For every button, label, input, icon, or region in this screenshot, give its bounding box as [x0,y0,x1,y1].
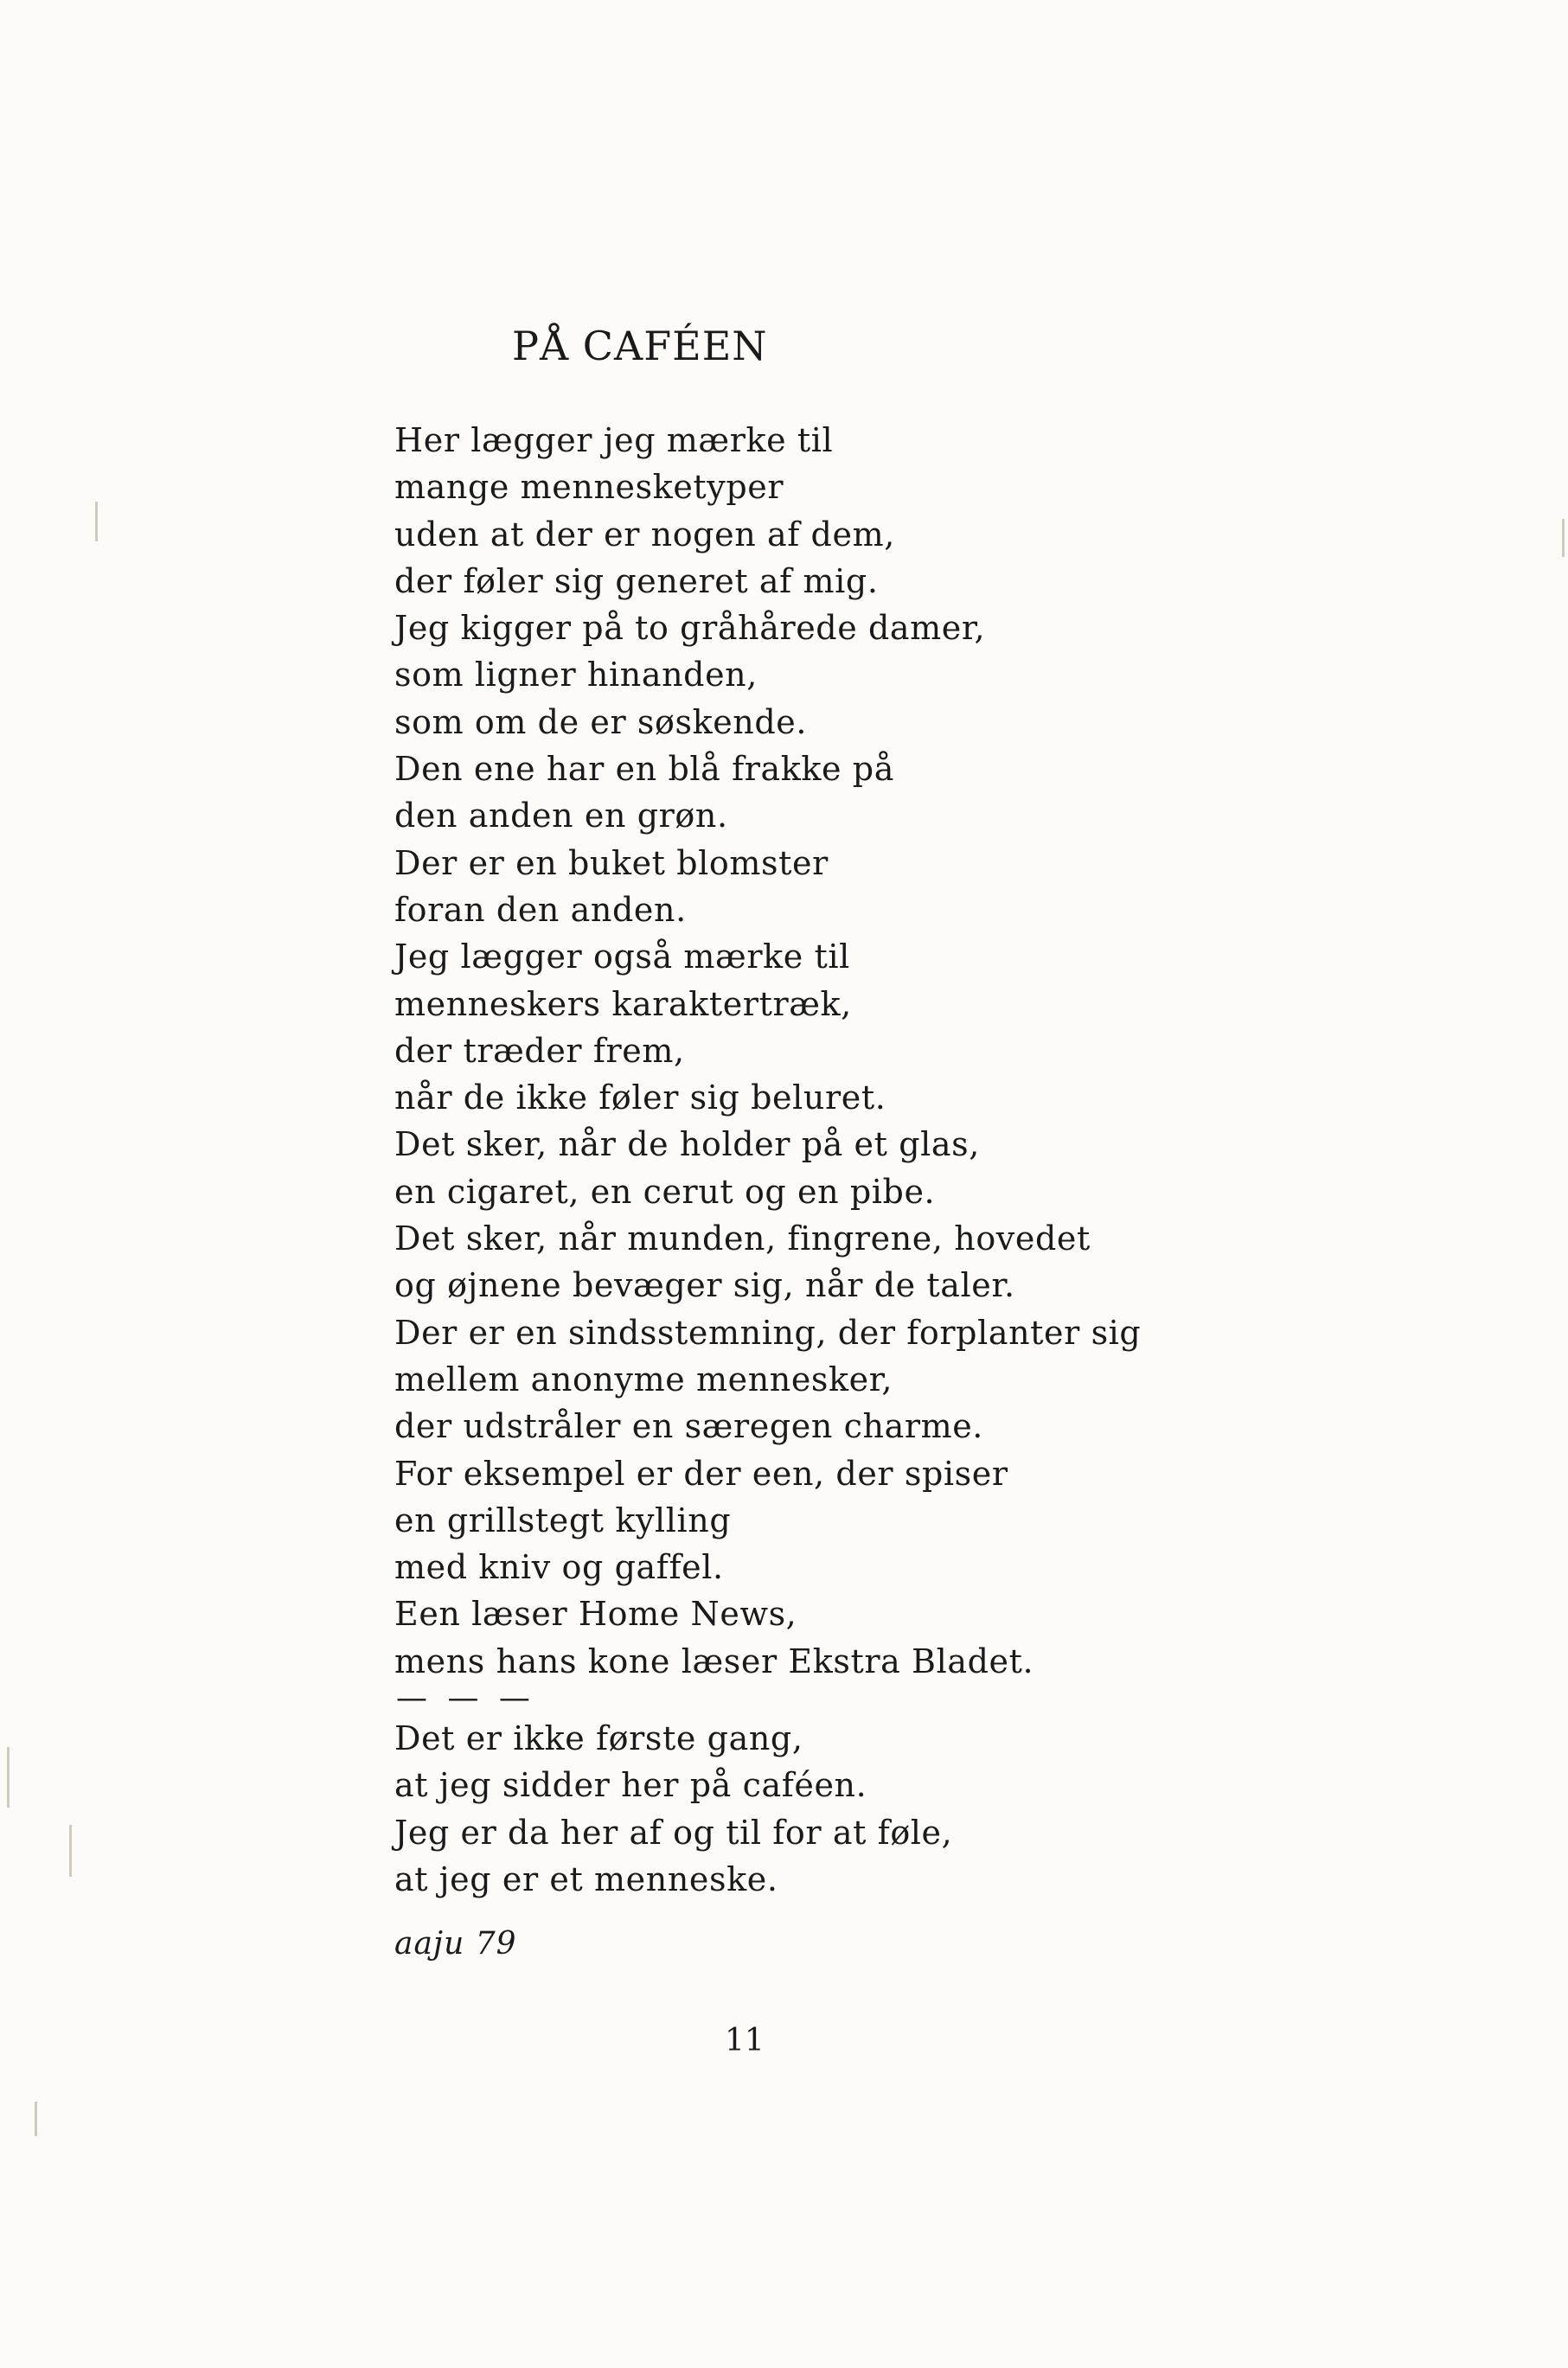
poem-line: mellem anonyme mennesker, [394,1360,893,1398]
poem-line: mens hans kone læser Ekstra Bladet. [394,1642,1034,1680]
poem-line: menneskers karaktertræk, [394,984,852,1023]
poem-line: Det sker, når de holder på et glas, [394,1125,980,1164]
scan-mark [35,2102,37,2136]
poem-line: en grillstegt kylling [394,1501,732,1539]
poem-line: Jeg lægger også mærke til [394,938,850,976]
poem-line: med kniv og gaffel. [394,1548,724,1587]
poem-line: Det sker, når munden, fingrene, hovedet [394,1219,1091,1258]
poem-line: en cigaret, en cerut og en pibe. [394,1172,936,1211]
poem-signature: aaju 79 [394,1926,517,1962]
poem-line: og øjnene bevæger sig, når de taler. [394,1266,1015,1305]
scan-mark [95,502,98,541]
poem-line: mange mennesketyper [394,468,784,507]
poem-line: at jeg er et menneske. [394,1859,778,1898]
poem-line: Der er en buket blomster [394,843,829,882]
poem-line: at jeg sidder her på caféen. [394,1766,867,1805]
poem-line: Der er en sindsstemning, der forplanter sig [394,1313,1142,1352]
stanza-divider: — — — [396,1680,535,1716]
poem-title: PÅ CAFÉEN [512,323,768,369]
scan-mark [7,1747,10,1808]
scan-mark [69,1825,72,1877]
poem-line: Jeg er da her af og til for at føle, [394,1813,953,1852]
poem-line: Den ene har en blå frakke på [394,750,894,789]
page-number: 11 [725,2023,765,2058]
poem-line: der træder frem, [394,1031,685,1070]
poem-line: uden at der er nogen af dem, [394,515,895,554]
poem-stanza-2 [394,1715,952,1903]
poem-line: som om de er søskende. [394,702,808,741]
poem-line: som ligner hinanden, [394,656,758,694]
poem-line: der udstråler en særegen charme. [394,1407,983,1446]
poem-stanza-1 [394,417,1141,1685]
poem-line: Jeg kigger på to gråhårede damer, [394,609,986,648]
poem-line: den anden en grøn. [394,797,728,835]
poem-line: foran den anden. [394,890,687,929]
scan-mark [1562,519,1565,557]
poem-line: Een læser Home News, [394,1595,797,1634]
poem-line: når de ikke føler sig beluret. [394,1078,886,1117]
poem-line: der føler sig generet af mig. [394,561,879,600]
poem-line: For eksempel er der een, der spiser [394,1454,1008,1493]
poem-line: Her lægger jeg mærke til [394,421,834,459]
poem-line: Det er ikke første gang, [394,1719,803,1757]
